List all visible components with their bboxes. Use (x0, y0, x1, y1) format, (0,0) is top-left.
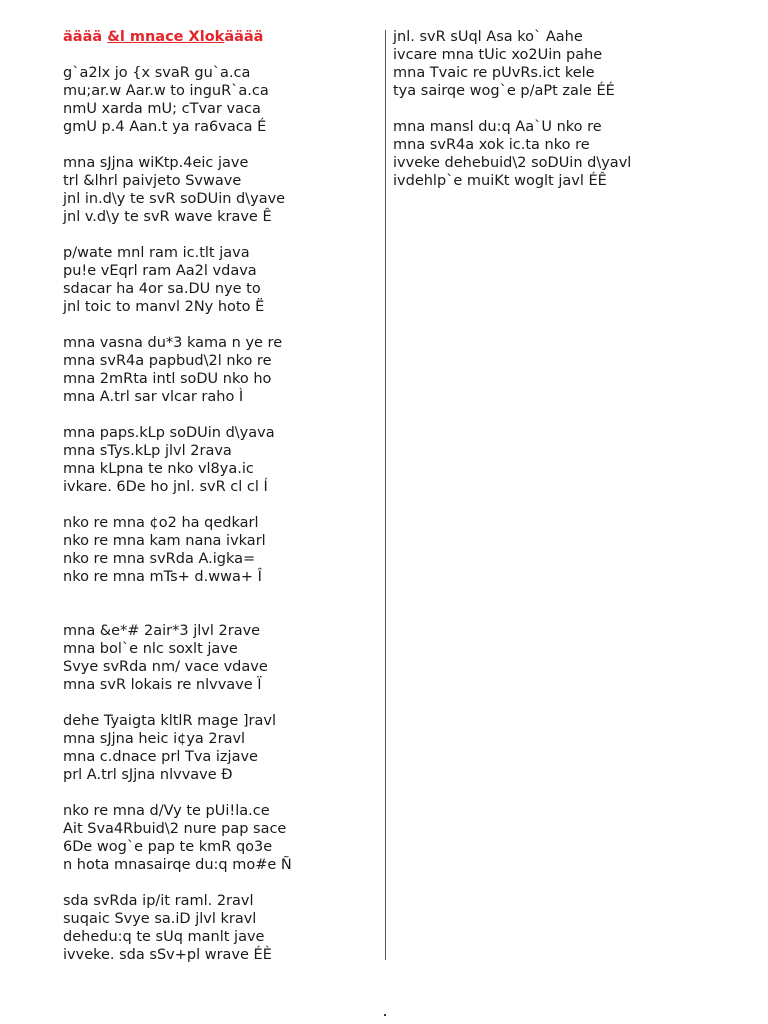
stanza (63, 424, 378, 496)
verse-line: nmU xarda mU; cTvar vaca (63, 101, 261, 117)
verse-line: ivkare. 6De ho jnl. svR cl cl Í (63, 479, 268, 495)
verse-line: ivcare mna tUic xo2Uin pahe (393, 47, 603, 63)
verse-line: Svye svRda nm/ vace vdave (63, 659, 268, 675)
column-divider (385, 30, 386, 960)
verse-line: mna kLpna te nko vl8ya.ic (63, 461, 254, 477)
verse-line: mna sJjna wiKtp.4eic jave (63, 155, 249, 171)
verse-line: nko re mna ¢o2 ha qedkarl (63, 515, 259, 531)
verse-line: nko re mna svRda A.igka= (63, 551, 256, 567)
verse-line: tya sairqe wog`e p/aPt zale ÉÉ (393, 83, 615, 99)
verse-line: nko re mna d/Vy te pUi!la.ce (63, 803, 270, 819)
left-stanzas (63, 64, 378, 964)
stanza (63, 244, 378, 316)
stanza (63, 622, 378, 694)
verse-line: mna vasna du*3 kama n ye re (63, 335, 283, 351)
title-prefix: ääää (63, 29, 108, 45)
verse-line: trl &lhrl paivjeto Svwave (63, 173, 242, 189)
verse-line: mna &e*# 2air*3 jlvl 2rave (63, 623, 261, 639)
verse-line: pu!e vEqrl ram Aa2l vdava (63, 263, 257, 279)
stanza (63, 514, 378, 586)
verse-line: nko re mna mTs+ d.wwa+ Î (63, 569, 262, 585)
verse-line: mna A.trl sar vlcar raho Ì (63, 389, 244, 405)
verse-line: dehe Tyaigta kltlR mage ]ravl (63, 713, 277, 729)
title-suffix: ääää (224, 29, 264, 45)
stanza (63, 712, 378, 784)
left-column (63, 28, 378, 982)
verse-line: prl A.trl sJjna nlvvave Ð (63, 767, 233, 783)
verse-line: mna c.dnace prl Tva izjave (63, 749, 258, 765)
right-column (393, 28, 753, 208)
verse-line: jnl v.d\y te svR wave krave Ê (63, 209, 272, 225)
verse-line: mna bol`e nlc soxlt jave (63, 641, 238, 657)
verse-line: sda svRda ip/it raml. 2ravl (63, 893, 254, 909)
page-title (63, 28, 378, 46)
verse-line: jnl toic to manvl 2Ny hoto Ë (63, 299, 265, 315)
stanza (63, 892, 378, 964)
verse-line: sdacar ha 4or sa.DU nye to (63, 281, 261, 297)
verse-line: mna svR4a papbud\2l nko re (63, 353, 272, 369)
verse-line: jnl in.d\y te svR soDUin d\yave (63, 191, 286, 207)
verse-line: p/wate mnl ram ic.tlt java (63, 245, 250, 261)
verse-line: ivveke. sda sSv+pl wrave ÉÈ (63, 947, 272, 963)
verse-line: mna Tvaic re pUvRs.ict kele (393, 65, 595, 81)
stanza (63, 154, 378, 226)
stanza (63, 334, 378, 406)
verse-line: suqaic Svye sa.iD jlvl kravl (63, 911, 257, 927)
verse-line: Ait Sva4Rbuid\2 nure pap sace (63, 821, 287, 837)
verse-line: ivveke dehebuid\2 soDUin d\yavl (393, 155, 632, 171)
stanza (63, 802, 378, 874)
verse-line: n hota mnasairqe du:q mo#e Ñ (63, 857, 292, 873)
verse-line: mna mansl du:q Aa`U nko re (393, 119, 602, 135)
verse-line: 6De wog`e pap te kmR qo3e (63, 839, 273, 855)
stanza (393, 28, 753, 100)
verse-line: mna svR lokais re nlvvave Ï (63, 677, 262, 693)
verse-line: nko re mna kam nana ivkarl (63, 533, 266, 549)
verse-line: jnl. svR sUql Asa ko` Aahe (393, 29, 583, 45)
verse-line: dehedu:q te sUq manlt jave (63, 929, 265, 945)
verse-line: ivdehlp`e muiKt woglt javl ÉÊ (393, 173, 607, 189)
verse-line: gmU p.4 Aan.t ya ra6vaca É (63, 119, 267, 135)
stanza (393, 118, 753, 190)
verse-line: mna svR4a xok ic.ta nko re (393, 137, 590, 153)
right-stanzas (393, 28, 753, 190)
verse-line: mna sJjna heic i¢ya 2ravl (63, 731, 246, 747)
verse-line: mna paps.kLp soDUin d\yava (63, 425, 275, 441)
stanza (63, 64, 378, 136)
verse-line: mu;ar.w Aar.w to inguR`a.ca (63, 83, 269, 99)
verse-line: mna sTys.kLp jlvl 2rava (63, 443, 232, 459)
title-underlined: &l mnace Xlok (107, 29, 225, 45)
footer-dot (384, 1014, 386, 1016)
verse-line: mna 2mRta intl soDU nko ho (63, 371, 272, 387)
verse-line: g`a2lx jo {x svaR gu`a.ca (63, 65, 251, 81)
